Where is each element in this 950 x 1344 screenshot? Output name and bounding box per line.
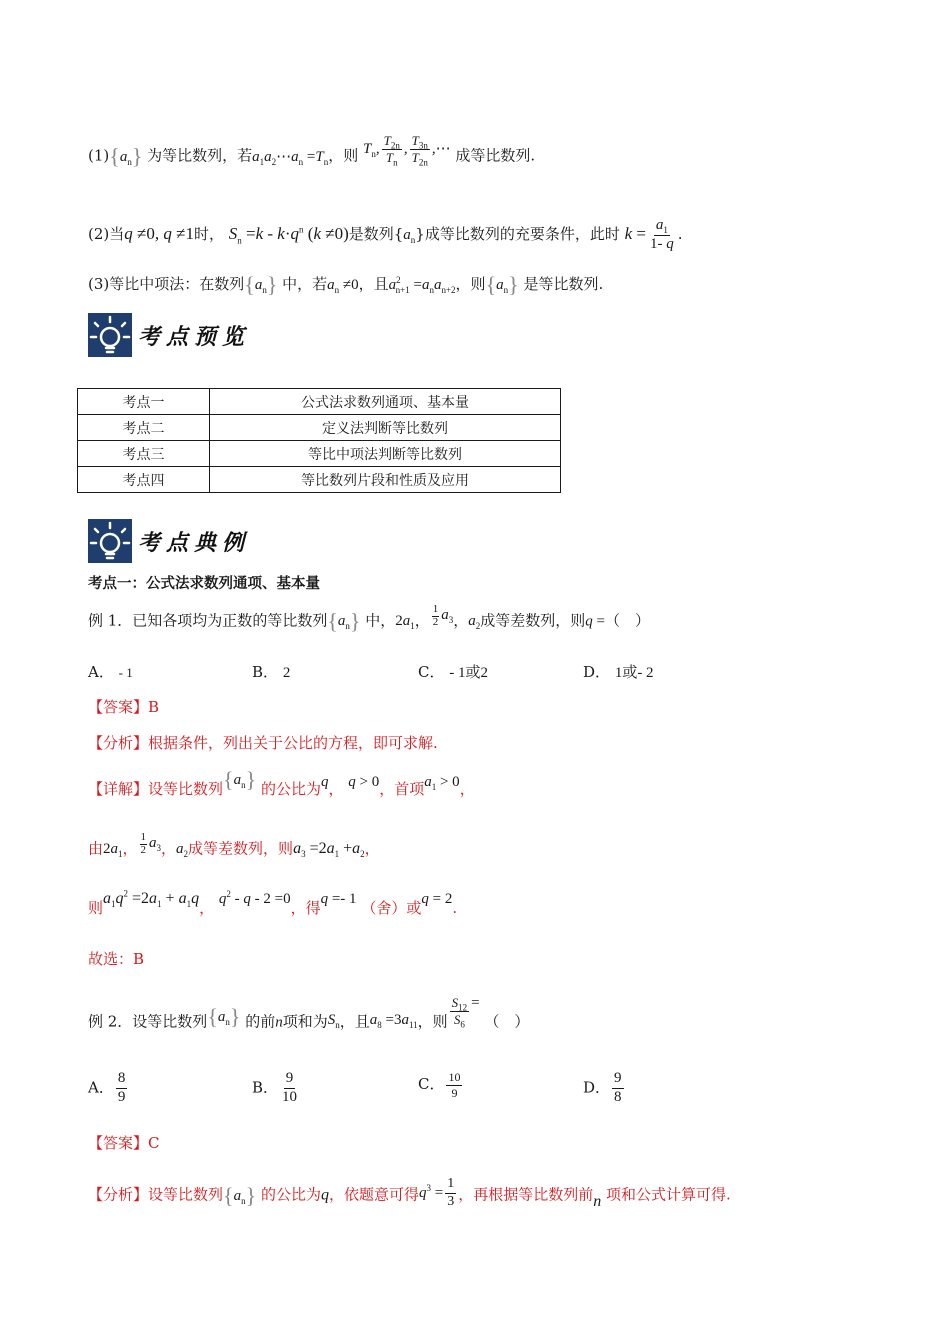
examples-title: 考点典例 — [138, 529, 251, 556]
sum-formula: $S_n =k - k\cdot q^n$ (k ≠0) — [228, 224, 349, 246]
example-2-stem: 例 2．设等比数列$\{a_n\}$ 的前n项和为$S_n$，且$a_8 =3a_{11}$，则 $\frac{S_{12}}{S_6}$ = （ ） — [88, 994, 530, 1031]
ratio-sequence: $T_n$, $\frac{T_{2n}}{T_n}$ , $\frac{T_{3n}}{T_{2n}}$ ,⋯ — [363, 133, 451, 168]
product-formula: $a_1a_2\cdots a_n =T_n$ — [252, 148, 329, 167]
example-1-detail: 【详解】设等比数列$\{a_n\}$ 的公比为q， q > 0，首项$a_1 > 0$， — [88, 767, 475, 798]
option-b[interactable]: B． $\frac{9}{10}$ — [252, 1070, 298, 1105]
table-row: 考点二 定义法判断等比数列 — [78, 415, 561, 441]
example-1-choose: 故选：B — [88, 950, 145, 968]
table-row: 考点三 等比中项法判断等比数列 — [78, 441, 561, 467]
examples-header — [88, 518, 250, 564]
example-1-step-1: 由$2a_1$， $\frac{1}{2}$ $a_3$，$a_2$成等差数列，则$a_3 =2a_1 +a_2$， — [88, 831, 380, 860]
example-1-stem: 例 1．已知各项均为正数的等比数列$\{a_n\}$ 中，$2a_1$， $\frac{1}{2}$ $a_3$，$a_2$成等差数列，则q =（ ） — [88, 603, 651, 634]
example-1-analysis: 【分析】根据条件，列出关于公比的方程，即可求解. — [88, 734, 438, 752]
preview-table — [77, 388, 561, 493]
option-c[interactable]: C． $\frac{10}{9}$ — [418, 1070, 461, 1100]
property-1: $(1)\{a_n\}$ 为等比数列，若$a_1a_2\cdots a_n =T_n$，则 $T_n$, $\frac{T_{2n}}{T_n}$ , $\frac{T_{3n}}{T_{2n}}$ ,⋯ 成等比数列. — [88, 133, 536, 169]
example-2-analysis: 【分析】设等比数列$\{a_n\}$ 的公比为q，依题意可得$q^3$ = $\frac{1}{3}$ ，再根据等比数列前n 项和公式计算可得. — [88, 1176, 731, 1210]
example-1-step-2: 则$a_1q^2 =2a_1 + a_1q$， $q^2 - q - 2 =0$，得q =- 1 （舍）或q = 2. — [88, 888, 458, 917]
table-row: 考点一 公式法求数列通项、基本量 — [78, 389, 561, 415]
k-formula: k = $\frac{a_1}{1- q}$ — [624, 217, 674, 252]
section-1-title: 考点一：公式法求数列通项、基本量 — [88, 576, 320, 592]
preview-title: 考点预览 — [138, 323, 251, 350]
property-3: (3)等比中项法：在数列$\{a_n\}$ 中，若$a_n \ne 0$，且$a^2_{n+1} =a_na_{n+2}$，则$\{a_n\}$ 是等比数列. — [88, 272, 604, 297]
option-a[interactable]: A． - 1 — [88, 663, 133, 681]
option-d[interactable]: D． $\frac{9}{8}$ — [583, 1070, 622, 1105]
example-1-answer: 【答案】B — [88, 698, 160, 716]
lightbulb-icon — [88, 313, 132, 357]
option-a[interactable]: A． $\frac{8}{9}$ — [88, 1070, 126, 1105]
table-row: 考点四 等比数列片段和性质及应用 — [78, 467, 561, 493]
lightbulb-icon — [88, 519, 132, 563]
option-d[interactable]: D． 1或- 2 — [583, 663, 654, 681]
preview-header — [88, 312, 250, 358]
property-2: (2)当q ≠0, q ≠1时， $S_n =k - k\cdot q^n$ (k ≠0)是数列$\{a_n\}$成等比数列的充要条件，此时 k = $\frac{a_1}{1- q}$ . — [88, 217, 683, 252]
example-2-answer: 【答案】C — [88, 1134, 160, 1152]
option-b[interactable]: B． 2 — [252, 663, 291, 681]
option-c[interactable]: C． - 1或2 — [418, 663, 489, 681]
